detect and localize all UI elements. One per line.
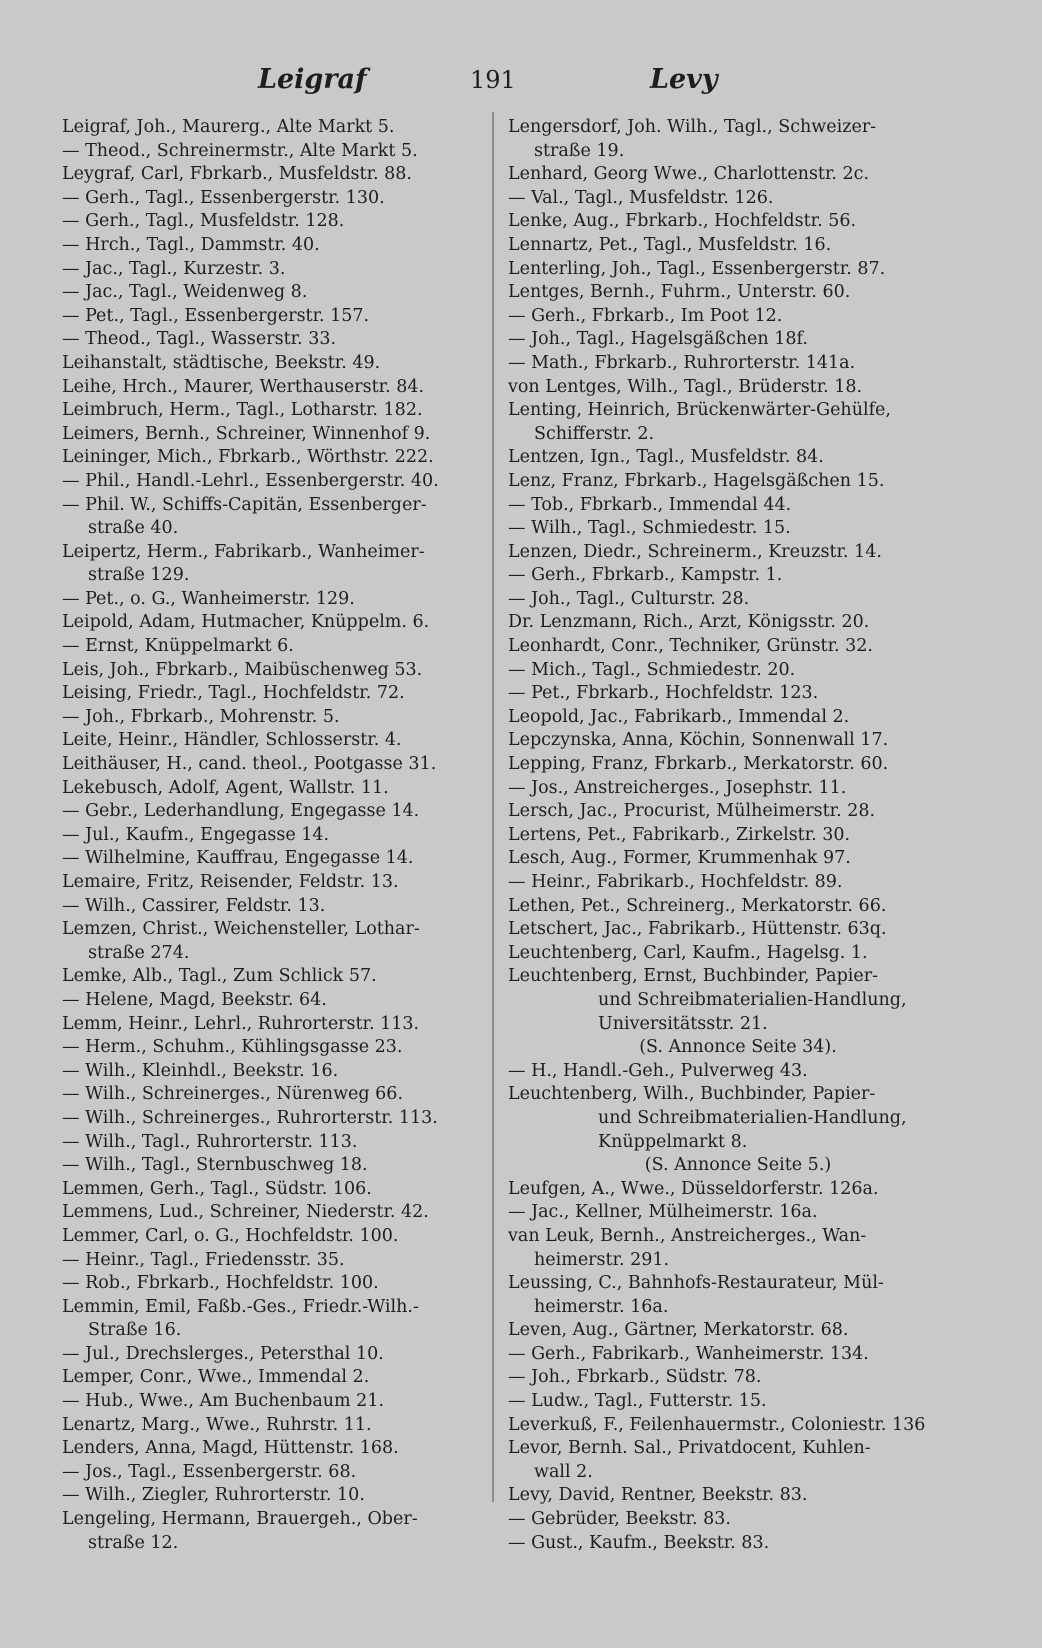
header-first-entry: Leigraf bbox=[258, 64, 367, 95]
directory-entry-line: Lentzen, Ign., Tagl., Musfeldstr. 84. bbox=[508, 447, 824, 468]
directory-entry-line: — Ludw., Tagl., Futterstr. 15. bbox=[508, 1391, 767, 1412]
directory-entry-line: Lenterling, Joh., Tagl., Essenbergerstr. 87. bbox=[508, 258, 886, 279]
directory-entry-line: — Val., Tagl., Musfeldstr. 126. bbox=[508, 187, 774, 208]
directory-entry-line: Leipertz, Herm., Fabrikarb., Wanheimer- bbox=[62, 541, 425, 562]
directory-entry-line: Knüppelmarkt 8. bbox=[598, 1131, 748, 1152]
directory-entry-line: Leven, Aug., Gärtner, Merkatorstr. 68. bbox=[508, 1320, 849, 1341]
left-column bbox=[62, 116, 480, 1555]
directory-entry-line: — Tob., Fbrkarb., Immendal 44. bbox=[508, 494, 792, 515]
directory-entry-line: straße 12. bbox=[88, 1532, 179, 1553]
directory-entry-line: Schifferstr. 2. bbox=[534, 423, 655, 444]
directory-entry-line: — Heinr., Tagl., Friedensstr. 35. bbox=[62, 1249, 345, 1270]
directory-entry-line: — Hub., Wwe., Am Buchenbaum 21. bbox=[62, 1391, 385, 1412]
directory-entry-line: — Wilh., Schreinerges., Ruhrorterstr. 113. bbox=[62, 1107, 438, 1128]
directory-entry-line: Lenartz, Marg., Wwe., Ruhrstr. 11. bbox=[62, 1414, 372, 1435]
directory-entry-line: — Gebrüder, Beekstr. 83. bbox=[508, 1509, 731, 1530]
directory-entry-line: Lenting, Heinrich, Brückenwärter-Gehülfe, bbox=[508, 400, 891, 421]
directory-entry-line: Lemzen, Christ., Weichensteller, Lothar- bbox=[62, 919, 420, 940]
directory-entry-line: — Pet., Tagl., Essenbergerstr. 157. bbox=[62, 305, 370, 326]
directory-entry-line: Leipold, Adam, Hutmacher, Knüppelm. 6. bbox=[62, 612, 430, 633]
directory-entry-line: — Pet., o. G., Wanheimerstr. 129. bbox=[62, 588, 355, 609]
directory-entry-line: Universitätsstr. 21. bbox=[598, 1013, 768, 1034]
directory-entry-line: Leithäuser, H., cand. theol., Pootgasse 31. bbox=[62, 754, 437, 775]
directory-entry-line: Leising, Friedr., Tagl., Hochfeldstr. 72. bbox=[62, 683, 405, 704]
directory-entry-line: Lethen, Pet., Schreinerg., Merkatorstr. 66. bbox=[508, 895, 887, 916]
directory-entry-line: Leuchtenberg, Ernst, Buchbinder, Papier- bbox=[508, 966, 879, 987]
directory-entry-line: Levy, David, Rentner, Beekstr. 83. bbox=[508, 1485, 808, 1506]
directory-entry-line: Leuchtenberg, Carl, Kaufm., Hagelsg. 1. bbox=[508, 942, 868, 963]
directory-entry-line: und Schreibmaterialien-Handlung, bbox=[598, 989, 907, 1010]
directory-entry-line: Lesch, Aug., Former, Krummenhak 97. bbox=[508, 848, 851, 869]
directory-entry-line: — Gerh., Fabrikarb., Wanheimerstr. 134. bbox=[508, 1343, 869, 1364]
directory-entry-line: — Theod., Schreinermstr., Alte Markt 5. bbox=[62, 140, 418, 161]
directory-entry-line: Lemke, Alb., Tagl., Zum Schlick 57. bbox=[62, 966, 377, 987]
directory-entry-line: — Math., Fbrkarb., Ruhrorterstr. 141a. bbox=[508, 352, 856, 373]
directory-entry-line: straße 19. bbox=[534, 140, 625, 161]
directory-entry-line: heimerstr. 291. bbox=[534, 1249, 670, 1270]
directory-entry-line: Straße 16. bbox=[88, 1320, 182, 1341]
directory-entry-line: — Jac., Tagl., Kurzestr. 3. bbox=[62, 258, 286, 279]
directory-entry-line: Lengeling, Hermann, Brauergeh., Ober- bbox=[62, 1509, 418, 1530]
directory-entry-line: — Ernst, Knüppelmarkt 6. bbox=[62, 636, 294, 657]
directory-entry-line: Leverkuß, F., Feilenhauermstr., Coloniestr. 136 bbox=[508, 1414, 926, 1435]
directory-entry-line: Lemmens, Lud., Schreiner, Niederstr. 42. bbox=[62, 1202, 429, 1223]
directory-entry-line: straße 274. bbox=[88, 942, 190, 963]
directory-entry-line: — Wilh., Kleinhdl., Beekstr. 16. bbox=[62, 1060, 339, 1081]
directory-entry-line: und Schreibmaterialien-Handlung, bbox=[598, 1107, 907, 1128]
directory-entry-line: — Joh., Fbrkarb., Südstr. 78. bbox=[508, 1367, 762, 1388]
directory-entry-line: Lentges, Bernh., Fuhrm., Unterstr. 60. bbox=[508, 282, 851, 303]
directory-entry-line: Lenders, Anna, Magd, Hüttenstr. 168. bbox=[62, 1438, 399, 1459]
directory-entry-line: — Jul., Drechslerges., Petersthal 10. bbox=[62, 1343, 384, 1364]
directory-entry-line: — Helene, Magd, Beekstr. 64. bbox=[62, 989, 327, 1010]
directory-entry-line: Lemmer, Carl, o. G., Hochfeldstr. 100. bbox=[62, 1225, 399, 1246]
directory-entry-line: — Heinr., Fabrikarb., Hochfeldstr. 89. bbox=[508, 872, 843, 892]
directory-entry-line: wall 2. bbox=[534, 1461, 593, 1482]
directory-entry-line: Leimers, Bernh., Schreiner, Winnenhof 9. bbox=[62, 423, 431, 444]
directory-entry-line: — Jac., Tagl., Weidenweg 8. bbox=[62, 282, 308, 303]
column-divider bbox=[492, 112, 494, 1502]
directory-entry-line: Leufgen, A., Wwe., Düsseldorferstr. 126a. bbox=[508, 1178, 879, 1199]
directory-entry-line: Lemaire, Fritz, Reisender, Feldstr. 13. bbox=[62, 872, 399, 892]
directory-entry-line: Leonhardt, Conr., Techniker, Grünstr. 32. bbox=[508, 636, 873, 657]
directory-entry-line: — Jul., Kaufm., Engegasse 14. bbox=[62, 824, 330, 845]
directory-entry-line: Lenz, Franz, Fbrkarb., Hagelsgäßchen 15. bbox=[508, 470, 885, 491]
directory-entry-line: — Gerh., Tagl., Essenbergerstr. 130. bbox=[62, 187, 385, 208]
directory-entry-line: — Phil. W., Schiffs-Capitän, Essenberger- bbox=[62, 494, 427, 515]
directory-entry-line: — Jos., Tagl., Essenbergerstr. 68. bbox=[62, 1461, 357, 1482]
directory-entry-line: — Wilh., Cassirer, Feldstr. 13. bbox=[62, 895, 326, 916]
directory-entry-line: — Joh., Tagl., Hagelsgäßchen 18f. bbox=[508, 329, 808, 350]
page-number: 191 bbox=[470, 66, 516, 94]
directory-entry-line: — Rob., Fbrkarb., Hochfeldstr. 100. bbox=[62, 1273, 379, 1294]
directory-entry-line: — Pet., Fbrkarb., Hochfeldstr. 123. bbox=[508, 683, 819, 704]
directory-entry-line: Lemmin, Emil, Faßb.-Ges., Friedr.-Wilh.- bbox=[62, 1296, 419, 1317]
directory-entry-line: Lepczynska, Anna, Köchin, Sonnenwall 17. bbox=[508, 730, 889, 751]
directory-entry-line: Leihanstalt, städtische, Beekstr. 49. bbox=[62, 352, 381, 373]
directory-entry-line: — Jos., Anstreicherges., Josephstr. 11. bbox=[508, 777, 847, 798]
directory-entry-line: van Leuk, Bernh., Anstreicherges., Wan- bbox=[508, 1225, 867, 1246]
header-last-entry: Levy bbox=[650, 64, 718, 95]
directory-entry-line: — Wilhelmine, Kauffrau, Engegasse 14. bbox=[62, 848, 414, 869]
directory-entry-line: — Wilh., Ziegler, Ruhrorterstr. 10. bbox=[62, 1485, 365, 1506]
directory-entry-line: — Joh., Fbrkarb., Mohrenstr. 5. bbox=[62, 706, 340, 727]
directory-entry-line: Lemmen, Gerh., Tagl., Südstr. 106. bbox=[62, 1178, 372, 1199]
directory-entry-line: — Wilh., Tagl., Ruhrorterstr. 113. bbox=[62, 1131, 358, 1152]
directory-entry-line: — Gerh., Fbrkarb., Im Poot 12. bbox=[508, 305, 783, 326]
directory-entry-line: Dr. Lenzmann, Rich., Arzt, Königsstr. 20. bbox=[508, 612, 870, 633]
right-column bbox=[508, 116, 928, 1555]
directory-entry-line: Leite, Heinr., Händler, Schlosserstr. 4. bbox=[62, 730, 402, 751]
directory-entry-line: Levor, Bernh. Sal., Privatdocent, Kuhlen- bbox=[508, 1438, 871, 1459]
directory-entry-line: Letschert, Jac., Fabrikarb., Hüttenstr. 63q. bbox=[508, 919, 887, 940]
directory-entry-line: Lemm, Heinr., Lehrl., Ruhrorterstr. 113. bbox=[62, 1013, 420, 1034]
directory-entry-line: — Gerh., Fbrkarb., Kampstr. 1. bbox=[508, 565, 783, 586]
directory-entry-line: — Jac., Kellner, Mülheimerstr. 16a. bbox=[508, 1202, 818, 1223]
directory-entry-line: Lersch, Jac., Procurist, Mülheimerstr. 28. bbox=[508, 801, 876, 822]
directory-entry-line: (S. Annonce Seite 34). bbox=[639, 1037, 837, 1058]
directory-entry-line: Leimbruch, Herm., Tagl., Lotharstr. 182. bbox=[62, 400, 423, 421]
directory-entry-line: von Lentges, Wilh., Tagl., Brüderstr. 18. bbox=[508, 376, 863, 397]
directory-entry-line: Lekebusch, Adolf, Agent, Wallstr. 11. bbox=[62, 777, 389, 798]
directory-entry-line: Leygraf, Carl, Fbrkarb., Musfeldstr. 88. bbox=[62, 164, 412, 185]
directory-entry-line: heimerstr. 16a. bbox=[534, 1296, 669, 1317]
directory-entry-line: — Herm., Schuhm., Kühlingsgasse 23. bbox=[62, 1037, 403, 1058]
directory-entry-line: — Gust., Kaufm., Beekstr. 83. bbox=[508, 1532, 770, 1553]
directory-entry-line: Leopold, Jac., Fabrikarb., Immendal 2. bbox=[508, 706, 850, 727]
directory-entry-line: straße 40. bbox=[88, 518, 179, 539]
directory-entry-line: — Theod., Tagl., Wasserstr. 33. bbox=[62, 329, 337, 350]
directory-entry-line: Leussing, C., Bahnhofs-Restaurateur, Mül- bbox=[508, 1273, 884, 1294]
directory-entry-line: Lertens, Pet., Fabrikarb., Zirkelstr. 30. bbox=[508, 824, 851, 845]
directory-entry-line: — Wilh., Tagl., Sternbuschweg 18. bbox=[62, 1155, 368, 1176]
page-header bbox=[0, 64, 991, 104]
directory-entry-line: — Phil., Handl.-Lehrl., Essenbergerstr. 40. bbox=[62, 470, 439, 491]
directory-entry-line: — Wilh., Tagl., Schmiedestr. 15. bbox=[508, 518, 791, 539]
directory-entry-line: — Wilh., Schreinerges., Nürenweg 66. bbox=[62, 1084, 404, 1105]
directory-entry-line: — Gebr., Lederhandlung, Engegasse 14. bbox=[62, 801, 420, 822]
directory-entry-line: Lepping, Franz, Fbrkarb., Merkatorstr. 60. bbox=[508, 754, 889, 775]
directory-entry-line: Lennartz, Pet., Tagl., Musfeldstr. 16. bbox=[508, 234, 832, 255]
directory-entry-line: Leis, Joh., Fbrkarb., Maibüschenweg 53. bbox=[62, 659, 423, 680]
directory-entry-line: Leuchtenberg, Wilh., Buchbinder, Papier- bbox=[508, 1084, 876, 1105]
directory-entry-line: — Gerh., Tagl., Musfeldstr. 128. bbox=[62, 211, 345, 232]
directory-entry-line: Leihe, Hrch., Maurer, Werthauserstr. 84. bbox=[62, 376, 425, 397]
directory-entry-line: — H., Handl.-Geh., Pulverweg 43. bbox=[508, 1060, 808, 1081]
directory-entry-line: straße 129. bbox=[88, 565, 190, 586]
directory-entry-line: (S. Annonce Seite 5.) bbox=[644, 1155, 832, 1176]
directory-entry-line: — Joh., Tagl., Culturstr. 28. bbox=[508, 588, 750, 609]
directory-entry-line: Lemper, Conr., Wwe., Immendal 2. bbox=[62, 1367, 370, 1388]
directory-entry-line: Lenzen, Diedr., Schreinerm., Kreuzstr. 14. bbox=[508, 541, 882, 562]
directory-entry-line: Leigraf, Joh., Maurerg., Alte Markt 5. bbox=[62, 117, 395, 137]
directory-entry-line: Lenhard, Georg Wwe., Charlottenstr. 2c. bbox=[508, 164, 870, 185]
directory-entry-line: Lenke, Aug., Fbrkarb., Hochfeldstr. 56. bbox=[508, 211, 857, 232]
directory-entry-line: — Mich., Tagl., Schmiedestr. 20. bbox=[508, 659, 796, 680]
directory-entry-line: Lengersdorf, Joh. Wilh., Tagl., Schweizer- bbox=[508, 117, 877, 137]
directory-entry-line: — Hrch., Tagl., Dammstr. 40. bbox=[62, 234, 320, 255]
directory-entry-line: Leininger, Mich., Fbrkarb., Wörthstr. 222. bbox=[62, 447, 434, 468]
